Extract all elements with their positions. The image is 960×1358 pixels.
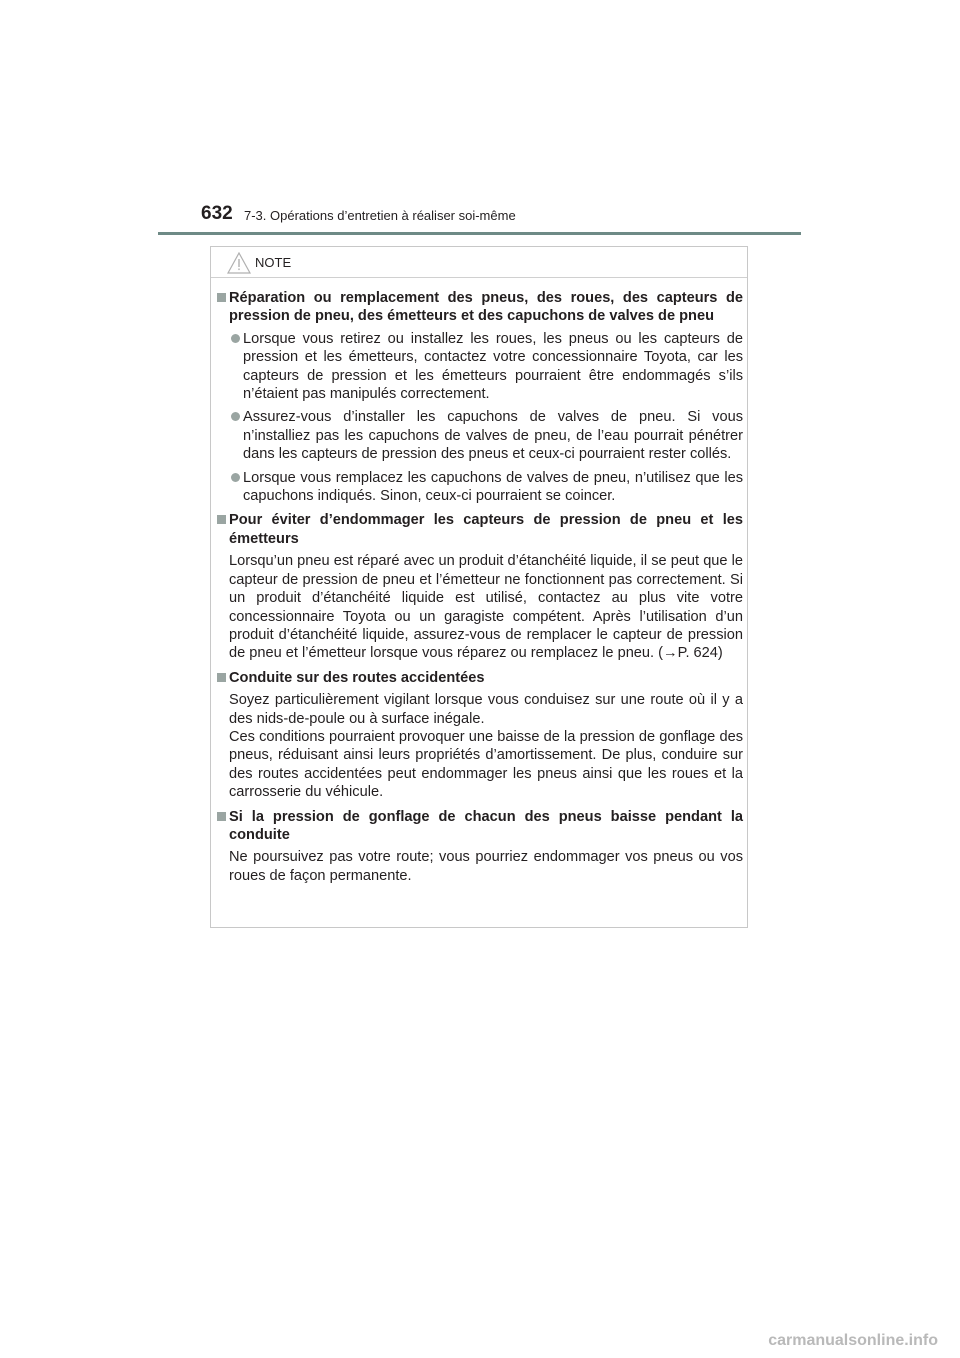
round-bullet-icon <box>231 412 240 421</box>
list-item-text: Assurez-vous d’installer les capuchons de valves de pneu. Si vous n’installiez pas les capuchons de valves de pneu, de l’eau pourrait pénétrer dans les capteurs de pression des pneus et ceux-ci pourraient rester collés. <box>243 409 743 463</box>
section-tire-repair <box>217 289 743 505</box>
section-title: Si la pression de gonflage de chacun des pneus baisse pendant la conduite <box>229 808 743 843</box>
section-title: Pour éviter d’endommager les capteurs de pression de pneu et les émetteurs <box>229 512 743 547</box>
list-item <box>229 469 743 506</box>
watermark: carmanualsonline.info <box>768 1332 938 1349</box>
paragraph: Ne poursuivez pas votre route; vous pourriez endommager vos pneus ou vos roues de façon permanente. <box>229 849 743 884</box>
note-box <box>210 246 748 928</box>
square-bullet-icon <box>217 673 226 682</box>
list-item <box>229 408 743 463</box>
round-bullet-icon <box>231 334 240 343</box>
note-header <box>211 247 747 278</box>
square-bullet-icon <box>217 812 226 821</box>
section-title: Conduite sur des routes accidentées <box>229 669 485 686</box>
list-item-text: Lorsque vous remplacez les capuchons de valves de pneu, n’utilisez que les capuchons indiqués. Sinon, ceux-ci pourraient se coincer. <box>243 469 743 505</box>
note-label: NOTE <box>255 255 292 270</box>
section-pressure-drop <box>217 808 743 886</box>
list-item <box>229 330 743 404</box>
note-body <box>217 289 743 891</box>
paragraph: Lorsqu’un pneu est réparé avec un produit d’étanchéité liquide, il se peut que le capteur de pression de pneu et l’émetteur ne fonctionnent pas correctement. Si un produit d’étanchéité liquide est utilisé, contactez au plus vite votre concessionnaire Toyota ou un garagiste compétent. Après l’utilisation d’un produit d’étanchéité liquide, assurez-vous de remplacer le capteur de pression de pneu et l’émetteur lorsque vous réparez ou remplacez le pneu. (→P. 624) <box>229 553 743 662</box>
page-number: 632 <box>201 203 233 224</box>
section-sensor-damage <box>217 511 743 662</box>
paragraph: Ces conditions pourraient provoquer une baisse de la pression de gonflage des pneus, réduisant ainsi leurs propriétés d’amortissement. De plus, conduire sur des routes accidentées peut endommager les pneus ainsi que les roues et la carrosserie du véhicule. <box>229 728 743 801</box>
square-bullet-icon <box>217 515 226 524</box>
warning-triangle-icon <box>227 252 251 274</box>
round-bullet-icon <box>231 473 240 482</box>
chapter-title: 7-3. Opérations d’entretien à réaliser soi-même <box>244 208 516 223</box>
square-bullet-icon <box>217 293 226 302</box>
list-item-text: Lorsque vous retirez ou installez les roues, les pneus ou les capteurs de pression et les émetteurs, contactez votre concessionnaire Toyota, car les capteurs de pression et les émetteurs pourraient être endommagés s’ils n’étaient pas manipulés correctement. <box>243 330 743 403</box>
header-rule <box>158 232 801 235</box>
section-rough-roads <box>217 669 743 802</box>
paragraph: Soyez particulièrement vigilant lorsque vous conduisez sur une route où il y a des nids-de-poule ou à surface inégale. <box>229 692 743 727</box>
section-title: Réparation ou remplacement des pneus, des roues, des capteurs de pression de pneu, des émetteurs et des capuchons de valves de pneu <box>229 290 743 325</box>
